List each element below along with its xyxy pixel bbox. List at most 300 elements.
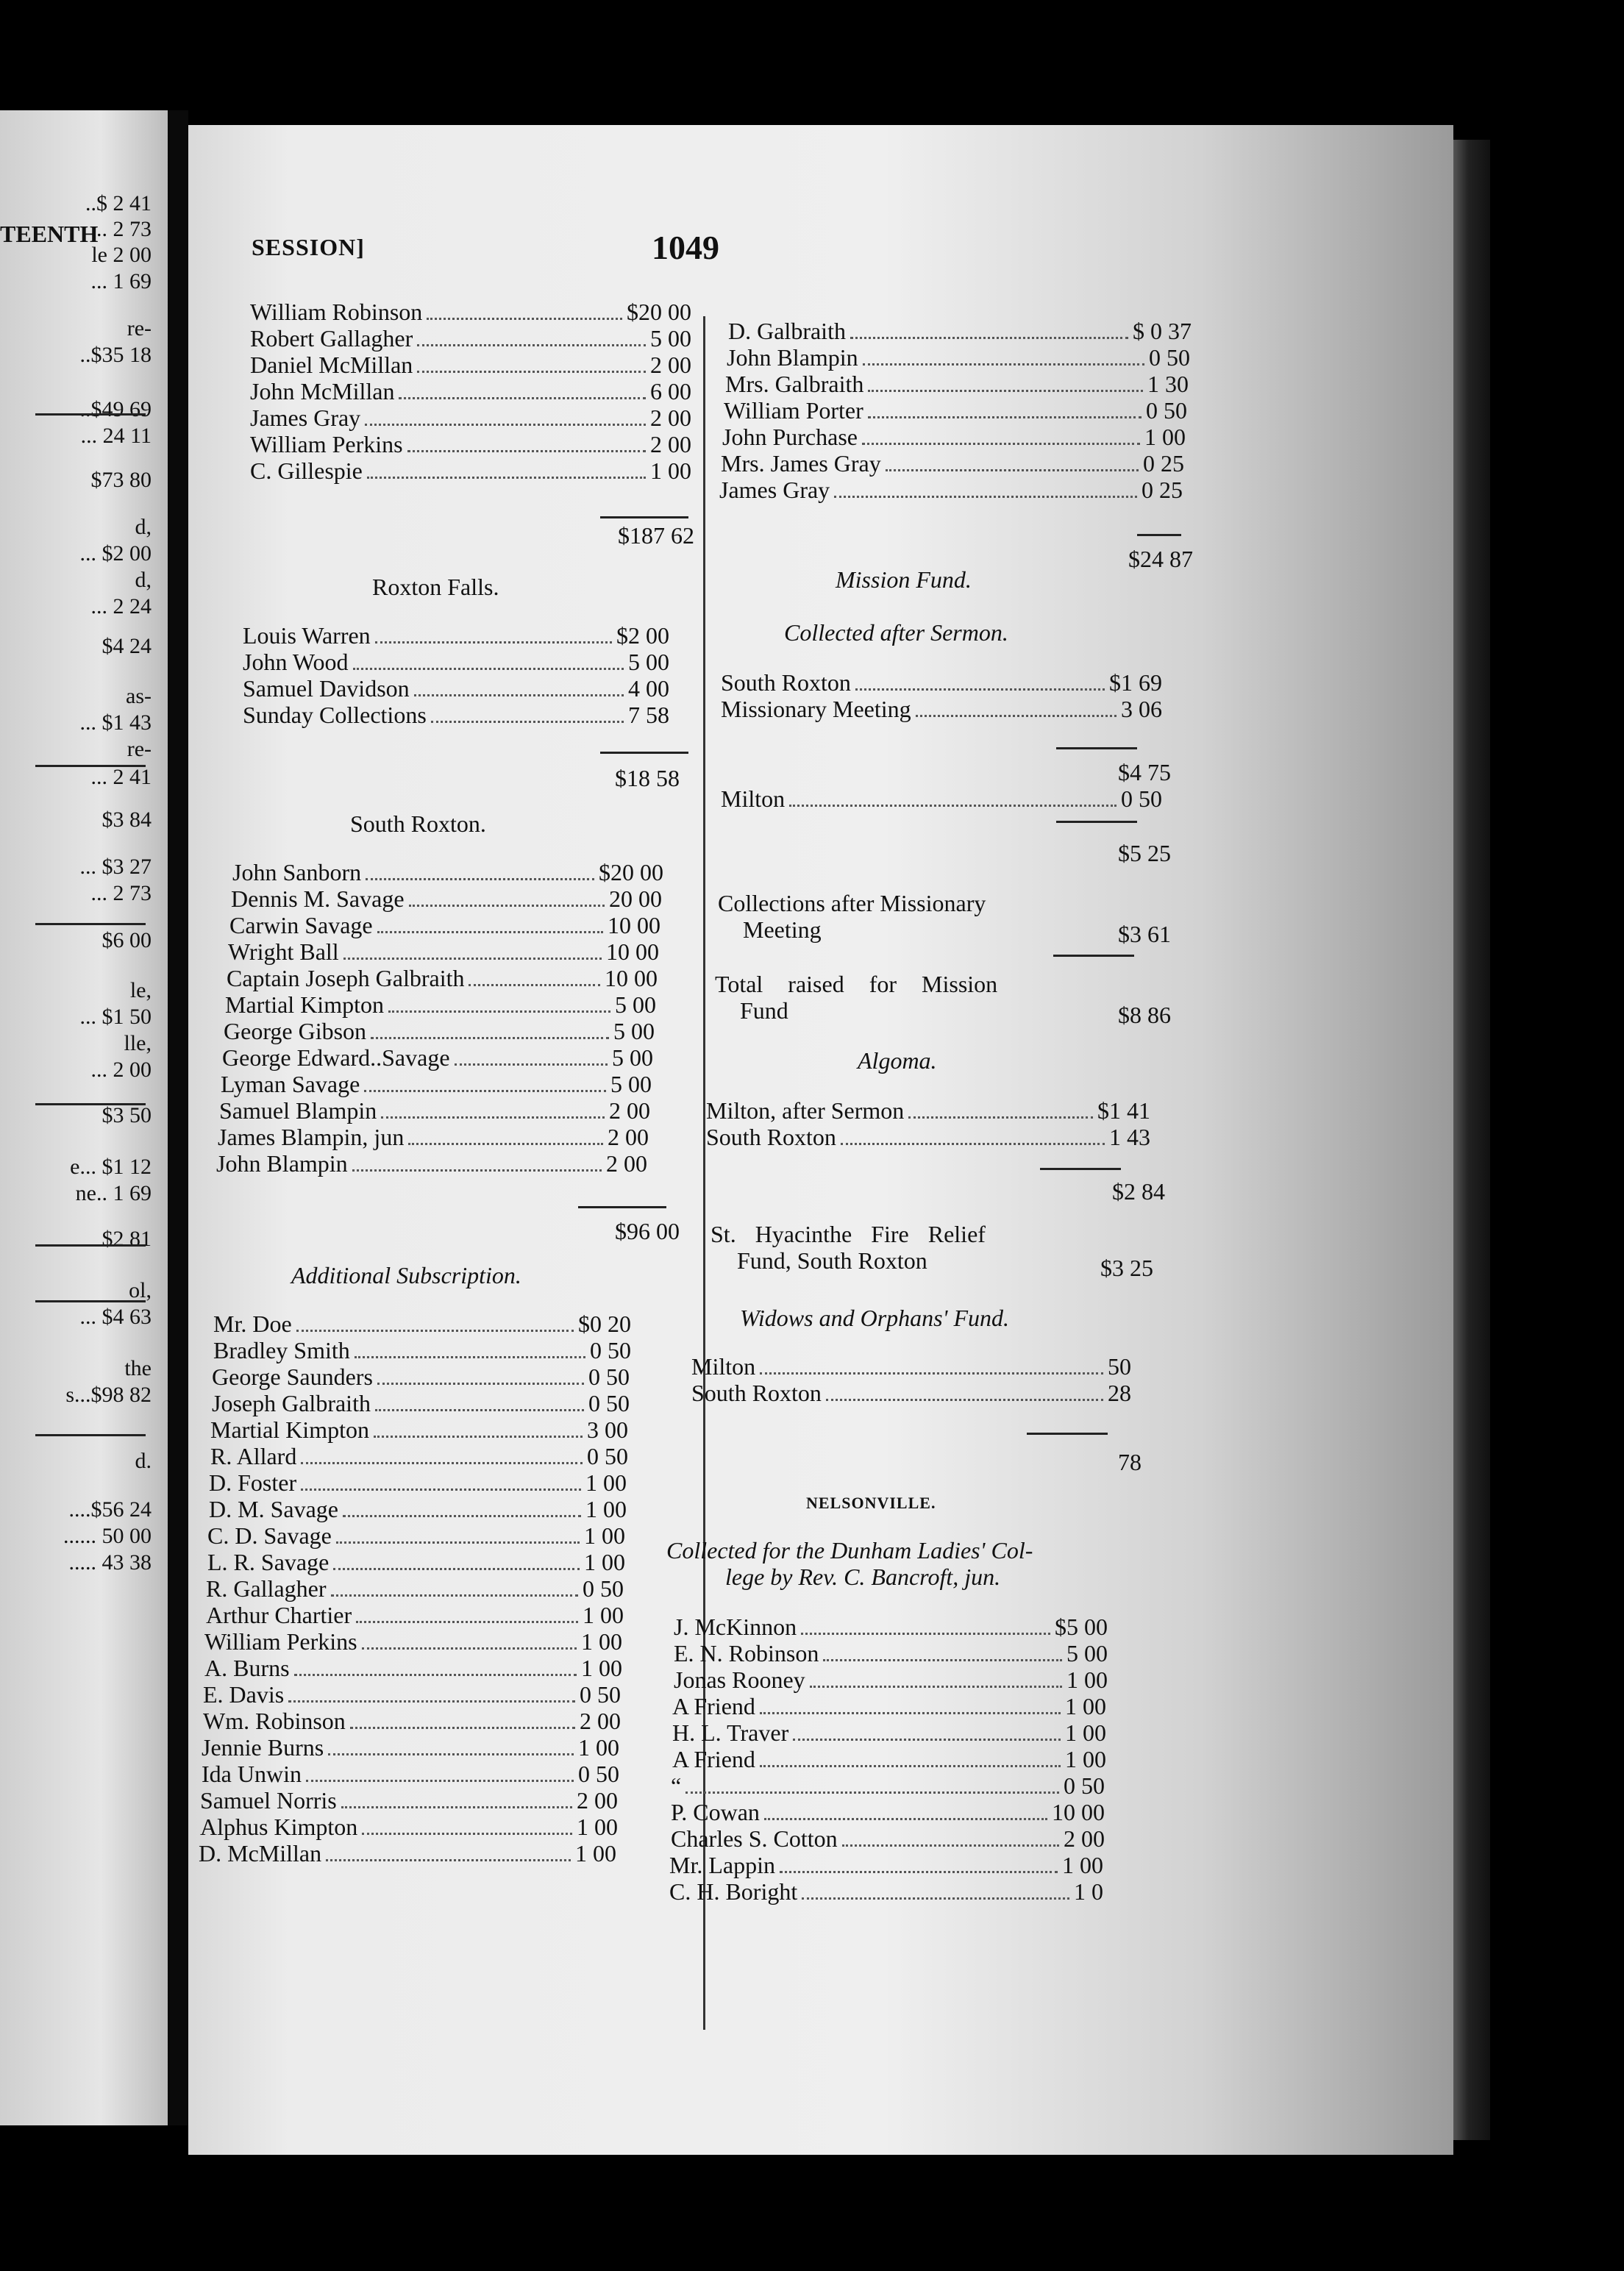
entry-name: J. McKinnon xyxy=(674,1614,797,1640)
main-page xyxy=(188,125,1453,2155)
contribution-line xyxy=(207,1549,625,1576)
entry-amount: 2 00 xyxy=(609,1097,650,1124)
contribution-line xyxy=(200,1787,618,1814)
entry-name: E. Davis xyxy=(203,1681,285,1708)
section-title-algoma: Algoma. xyxy=(858,1047,937,1074)
entry-name: A Friend xyxy=(672,1693,755,1719)
contribution-line xyxy=(206,1575,624,1602)
left-fragment: $6 00 xyxy=(102,928,152,952)
contribution-line xyxy=(250,299,691,326)
entry-name: L. R. Savage xyxy=(207,1549,330,1575)
contribution-line xyxy=(203,1681,621,1708)
entry-name: D. McMillan xyxy=(199,1840,322,1867)
dot-leader xyxy=(388,1010,610,1013)
entry-name: John Purchase xyxy=(722,424,858,450)
entry-name: William Robinson xyxy=(250,299,423,325)
entry-name: Mr. Lappin xyxy=(669,1852,775,1878)
contribution-line xyxy=(671,1799,1105,1826)
entry-amount: 5 00 xyxy=(612,1044,653,1071)
contribution-line xyxy=(250,352,691,379)
rule-line xyxy=(35,1103,146,1105)
entry-amount: 1 00 xyxy=(650,457,691,484)
contribution-line xyxy=(206,1602,624,1629)
contribution-line xyxy=(210,1416,628,1444)
contribution-line xyxy=(721,669,1162,696)
entry-name: D. Foster xyxy=(209,1469,297,1496)
contribution-line xyxy=(204,1628,622,1655)
contribution-line xyxy=(232,859,663,886)
column-total: $24 87 xyxy=(1128,546,1193,572)
dot-leader xyxy=(326,1859,571,1861)
entry-amount: 0 50 xyxy=(588,1363,630,1390)
left-fragment: d, xyxy=(135,515,152,539)
dot-leader xyxy=(362,1647,577,1650)
dot-leader xyxy=(343,958,602,960)
dot-leader xyxy=(288,1700,575,1703)
entry-name: Martial Kimpton xyxy=(210,1416,369,1443)
entry-amount: 0 50 xyxy=(588,1390,630,1416)
entry-amount: 5 00 xyxy=(628,649,669,675)
dot-leader xyxy=(764,1818,1047,1820)
dot-leader xyxy=(301,1489,581,1491)
section-title-south-roxton: South Roxton. xyxy=(350,810,486,837)
contribution-line xyxy=(671,1772,1105,1800)
contribution-line xyxy=(691,1380,1131,1407)
dot-leader xyxy=(427,318,622,320)
entry-name: John Blampin xyxy=(727,344,858,371)
entry-amount: 2 00 xyxy=(577,1787,618,1814)
entry-amount: 0 50 xyxy=(580,1681,621,1708)
entry-amount: 3 06 xyxy=(1121,696,1162,722)
entry-amount: $1 69 xyxy=(1109,669,1162,696)
dot-leader xyxy=(381,1116,605,1119)
entry-name: South Roxton xyxy=(691,1380,822,1406)
entry-amount: 10 00 xyxy=(606,938,659,965)
dot-leader xyxy=(842,1844,1059,1847)
dot-leader xyxy=(469,984,600,986)
left-fragment: re- xyxy=(127,316,152,341)
left-fragment: $2 81 xyxy=(102,1227,152,1251)
entry-name: Wright Ball xyxy=(228,938,339,965)
entry-amount: 0 25 xyxy=(1142,477,1183,503)
left-fragment: ... 2 41 xyxy=(90,765,152,789)
contribution-line xyxy=(221,1071,652,1098)
contribution-line xyxy=(672,1719,1106,1747)
dot-leader xyxy=(375,1409,584,1411)
entry-name: Samuel Davidson xyxy=(243,675,410,702)
dot-leader xyxy=(868,390,1143,392)
entry-name: Missionary Meeting xyxy=(721,696,911,722)
entry-name: George Saunders xyxy=(212,1363,373,1390)
contribution-line xyxy=(199,1840,616,1867)
contribution-line xyxy=(203,1708,621,1735)
entry-amount: 1 00 xyxy=(585,1469,627,1496)
entry-amount: 4 00 xyxy=(628,675,669,702)
left-fragment: ...... 50 00 xyxy=(63,1524,152,1548)
contribution-line xyxy=(202,1734,619,1761)
entry-name: Louis Warren xyxy=(243,622,371,649)
rule-line xyxy=(578,1206,666,1208)
dot-leader xyxy=(375,641,612,643)
dot-leader xyxy=(908,1116,1093,1119)
section-amount: $3 25 xyxy=(1100,1255,1153,1281)
dot-leader xyxy=(862,443,1140,445)
contribution-line xyxy=(250,378,691,405)
contribution-line xyxy=(706,1097,1150,1124)
dot-leader xyxy=(350,1727,575,1729)
dot-leader xyxy=(301,1462,583,1464)
rule-line xyxy=(35,1434,146,1436)
entry-name: Robert Gallagher xyxy=(250,325,413,352)
contribution-line xyxy=(243,675,669,702)
left-fragment: ol, xyxy=(129,1278,152,1302)
rule-line xyxy=(600,516,688,518)
entry-amount: $ 0 37 xyxy=(1133,318,1192,344)
contribution-line xyxy=(674,1614,1108,1641)
section-total: 78 xyxy=(1118,1449,1142,1475)
dot-leader xyxy=(789,805,1116,807)
entry-name: James Gray xyxy=(250,404,361,431)
nelsonville-subtitle: lege by Rev. C. Bancroft, jun. xyxy=(725,1564,1001,1590)
rule-line xyxy=(35,765,146,767)
contribution-line xyxy=(243,622,669,649)
entry-name: John Sanborn xyxy=(232,859,362,885)
entry-amount: 1 00 xyxy=(575,1840,616,1867)
entry-amount: 5 00 xyxy=(650,325,691,352)
dot-leader xyxy=(341,1806,572,1808)
dot-leader xyxy=(414,694,624,696)
entry-name: P. Cowan xyxy=(671,1799,760,1825)
entry-name: James Gray xyxy=(719,477,830,503)
entry-amount: 2 00 xyxy=(650,352,691,378)
dot-leader xyxy=(367,477,646,479)
entry-amount: 1 43 xyxy=(1109,1124,1150,1150)
contribution-line xyxy=(672,1693,1106,1720)
contribution-line xyxy=(250,431,691,458)
entry-amount: 7 58 xyxy=(628,702,669,728)
entry-amount: 5 00 xyxy=(610,1071,652,1097)
dot-leader xyxy=(409,905,605,907)
dot-leader xyxy=(371,1037,609,1039)
contribution-line xyxy=(250,404,691,432)
st-hyacinthe-line: Fund, South Roxton xyxy=(737,1247,927,1274)
entry-name: William Porter xyxy=(724,397,863,424)
entry-name: Ida Unwin xyxy=(202,1761,302,1787)
contribution-line xyxy=(671,1825,1105,1853)
dot-leader xyxy=(356,1621,578,1623)
dot-leader xyxy=(343,1515,581,1517)
entry-amount: 2 00 xyxy=(1064,1825,1105,1852)
dot-leader xyxy=(886,469,1139,471)
dot-leader xyxy=(801,1633,1050,1635)
entry-name: Milton xyxy=(721,785,786,812)
entry-name: Lyman Savage xyxy=(221,1071,360,1097)
entry-amount: 1 00 xyxy=(1062,1852,1103,1878)
entry-amount: 1 00 xyxy=(581,1628,622,1655)
entry-amount: 1 00 xyxy=(1065,1719,1106,1746)
left-fragment: the xyxy=(124,1356,152,1380)
dot-leader xyxy=(362,1833,572,1835)
entry-amount: 1 00 xyxy=(577,1814,618,1840)
entry-amount: $0 20 xyxy=(578,1311,631,1337)
dot-leader xyxy=(834,496,1137,498)
rule-line xyxy=(35,413,146,416)
entry-name: Alphus Kimpton xyxy=(200,1814,358,1840)
dot-leader xyxy=(823,1659,1062,1661)
entry-amount: 3 00 xyxy=(587,1416,628,1443)
total-raised-line: Fund xyxy=(740,997,788,1024)
dot-leader xyxy=(916,715,1116,717)
column-total: $187 62 xyxy=(618,522,694,549)
entry-name: John McMillan xyxy=(250,378,395,404)
entry-amount: 1 00 xyxy=(1144,424,1186,450)
left-fragment: le 2 00 xyxy=(91,243,152,267)
contribution-line xyxy=(243,649,669,676)
contribution-line xyxy=(202,1761,619,1788)
contribution-line xyxy=(669,1852,1103,1879)
section-total: $2 84 xyxy=(1112,1178,1165,1205)
dot-leader xyxy=(374,1436,583,1438)
dot-leader xyxy=(417,371,646,373)
contribution-line xyxy=(224,1018,655,1045)
contribution-line xyxy=(669,1878,1103,1905)
running-header-session: SESSION] xyxy=(252,234,365,260)
entry-name: Samuel Blampin xyxy=(219,1097,377,1124)
entry-amount: 0 50 xyxy=(590,1337,631,1363)
contribution-line xyxy=(721,450,1184,477)
dot-leader xyxy=(355,1356,585,1358)
rule-line xyxy=(35,1300,146,1302)
dot-leader xyxy=(294,1674,577,1676)
section-subtotal: $4 75 xyxy=(1118,759,1171,785)
section-title-additional-subscription: Additional Subscription. xyxy=(291,1262,521,1288)
left-fragment: le, xyxy=(129,978,152,1002)
entry-amount: 1 00 xyxy=(581,1655,622,1681)
left-fragment: ... $4 63 xyxy=(79,1305,152,1329)
entry-amount: 2 00 xyxy=(650,431,691,457)
left-fragment: ....$56 24 xyxy=(68,1497,152,1522)
entry-amount: $5 00 xyxy=(1055,1614,1108,1640)
rule-line xyxy=(1053,955,1134,957)
page-gutter xyxy=(168,110,188,2125)
dot-leader xyxy=(408,1143,603,1145)
left-fragment: as- xyxy=(126,684,152,708)
entry-amount: $1 41 xyxy=(1097,1097,1150,1124)
contribution-line xyxy=(222,1044,653,1072)
contribution-line xyxy=(674,1666,1108,1694)
left-fragment: .. 2 73 xyxy=(96,217,152,241)
contribution-line xyxy=(706,1124,1150,1151)
section-total: $5 25 xyxy=(1118,840,1171,866)
dot-leader xyxy=(826,1399,1103,1401)
section-total: $18 58 xyxy=(615,765,680,791)
dot-leader xyxy=(417,344,646,346)
rule-line xyxy=(1137,534,1181,536)
dot-leader xyxy=(352,1169,602,1172)
contribution-line xyxy=(207,1522,625,1550)
entry-name: George Gibson xyxy=(224,1018,367,1044)
entry-amount: 10 00 xyxy=(605,965,658,991)
entry-amount: 1 00 xyxy=(1065,1693,1106,1719)
entry-name: Jonas Rooney xyxy=(674,1666,805,1693)
entry-amount: 10 00 xyxy=(1052,1799,1105,1825)
entry-name: D. M. Savage xyxy=(209,1496,338,1522)
contribution-line xyxy=(250,457,691,485)
dot-leader xyxy=(802,1897,1069,1900)
entry-name: South Roxton xyxy=(721,669,851,696)
section-subtitle-collected-after-sermon: Collected after Sermon. xyxy=(784,619,1008,646)
nelsonville-subtitle: Collected for the Dunham Ladies' Col- xyxy=(666,1537,1033,1564)
entry-name: Carwin Savage xyxy=(229,912,373,938)
entry-name: E. N. Robinson xyxy=(674,1640,819,1666)
left-fragment: $4 24 xyxy=(102,634,152,658)
contribution-line xyxy=(721,785,1162,813)
entry-amount: $20 00 xyxy=(627,299,691,325)
entry-amount: 28 xyxy=(1108,1380,1131,1406)
entry-amount: 20 00 xyxy=(609,885,662,912)
left-fragment: ..... 43 38 xyxy=(68,1550,152,1575)
entry-name: Charles S. Cotton xyxy=(671,1825,838,1852)
section-title-roxton-falls: Roxton Falls. xyxy=(372,574,499,600)
section-title-nelsonville: NELSONVILLE. xyxy=(806,1494,936,1512)
section-total: $8 86 xyxy=(1118,1002,1171,1028)
left-fragment: $73 80 xyxy=(90,468,152,492)
dot-leader xyxy=(333,1568,580,1570)
left-fragment: ... 24 11 xyxy=(80,424,152,448)
contribution-line xyxy=(204,1655,622,1682)
left-fragment: ..$35 18 xyxy=(79,343,152,367)
entry-amount: 1 00 xyxy=(584,1549,625,1575)
dot-leader xyxy=(296,1330,574,1332)
dot-leader xyxy=(841,1143,1105,1145)
entry-name: Wm. Robinson xyxy=(203,1708,346,1734)
entry-amount: 0 50 xyxy=(583,1575,624,1602)
dot-leader xyxy=(365,424,646,426)
page-edge xyxy=(1453,140,1490,2140)
entry-name: Dennis M. Savage xyxy=(231,885,405,912)
entry-name: D. Galbraith xyxy=(728,318,846,344)
dot-leader xyxy=(868,416,1142,418)
entry-amount: 0 50 xyxy=(587,1443,628,1469)
contribution-line xyxy=(672,1746,1106,1773)
entry-name: George Edward..Savage xyxy=(222,1044,450,1071)
left-fragment: s...$98 82 xyxy=(65,1383,152,1407)
entry-amount: 0 25 xyxy=(1143,450,1184,477)
entry-amount: 2 00 xyxy=(606,1150,647,1177)
dot-leader xyxy=(331,1594,579,1597)
dot-leader xyxy=(850,337,1128,339)
contribution-line xyxy=(219,1097,650,1124)
entry-name: South Roxton xyxy=(706,1124,836,1150)
left-fragment: ne.. 1 69 xyxy=(75,1181,152,1205)
entry-amount: 2 00 xyxy=(650,404,691,431)
entry-name: William Perkins xyxy=(250,431,403,457)
left-fragment: ..$ 2 41 xyxy=(85,191,152,215)
entry-name: John Wood xyxy=(243,649,349,675)
entry-amount: 0 50 xyxy=(1064,1772,1105,1799)
contribution-line xyxy=(209,1469,627,1497)
left-page-header: TEENTH xyxy=(0,221,99,247)
rule-line xyxy=(1027,1433,1108,1435)
contribution-line xyxy=(200,1814,618,1841)
entry-name: “ xyxy=(671,1772,682,1799)
entry-name: R. Gallagher xyxy=(206,1575,327,1602)
entry-name: John Blampin xyxy=(216,1150,348,1177)
contribution-line xyxy=(722,424,1186,451)
entry-name: Daniel McMillan xyxy=(250,352,413,378)
dot-leader xyxy=(760,1372,1103,1375)
entry-name: C. D. Savage xyxy=(207,1522,332,1549)
entry-amount: 0 50 xyxy=(1149,344,1190,371)
contribution-line xyxy=(212,1390,630,1417)
contribution-line xyxy=(228,938,659,966)
rule-line xyxy=(1040,1168,1121,1170)
section-title-mission-fund: Mission Fund. xyxy=(836,566,972,593)
contribution-line xyxy=(213,1311,631,1338)
entry-amount: 0 50 xyxy=(578,1761,619,1787)
entry-amount: 2 00 xyxy=(608,1124,649,1150)
dot-leader xyxy=(760,1712,1061,1714)
total-raised-line: Total raised for Mission xyxy=(715,971,998,997)
contribution-line xyxy=(216,1150,647,1177)
entry-name: Milton xyxy=(691,1353,756,1380)
left-fragment: ... $1 50 xyxy=(79,1005,152,1029)
entry-amount: 0 50 xyxy=(1146,397,1187,424)
contribution-line xyxy=(721,696,1162,723)
left-fragment: ..$49 69 xyxy=(79,397,152,421)
contribution-line xyxy=(728,318,1192,345)
contribution-line xyxy=(225,991,656,1019)
contribution-line xyxy=(212,1363,630,1391)
entry-name: William Perkins xyxy=(204,1628,357,1655)
entry-amount: 1 00 xyxy=(578,1734,619,1761)
dot-leader xyxy=(780,1871,1058,1873)
left-fragment: ... $2 00 xyxy=(79,541,152,566)
entry-amount: 10 00 xyxy=(608,912,660,938)
left-fragment: e... $1 12 xyxy=(70,1155,152,1179)
left-fragment: d. xyxy=(135,1449,152,1473)
rule-line xyxy=(1056,821,1137,823)
rule-line xyxy=(35,923,146,925)
entry-name: Mrs. James Gray xyxy=(721,450,881,477)
entry-name: Milton, after Sermon xyxy=(706,1097,905,1124)
entry-amount: 5 00 xyxy=(1066,1640,1108,1666)
dot-leader xyxy=(455,1063,608,1066)
contribution-line xyxy=(674,1640,1108,1667)
dot-leader xyxy=(377,931,603,933)
section-title-widows-orphans: Widows and Orphans' Fund. xyxy=(740,1305,1009,1331)
entry-amount: $20 00 xyxy=(599,859,663,885)
dot-leader xyxy=(863,363,1144,366)
left-fragment: ... $3 27 xyxy=(79,855,152,879)
dot-leader xyxy=(364,1090,606,1092)
entry-name: Captain Joseph Galbraith xyxy=(227,965,465,991)
contribution-line xyxy=(227,965,658,992)
contribution-line xyxy=(210,1443,628,1470)
entry-name: C. Gillespie xyxy=(250,457,363,484)
entry-amount: 2 00 xyxy=(580,1708,621,1734)
contribution-line xyxy=(725,371,1189,398)
left-fragment: lle, xyxy=(124,1031,152,1055)
entry-name: Bradley Smith xyxy=(213,1337,350,1363)
entry-name: James Blampin, jun xyxy=(218,1124,405,1150)
entry-amount: 1 00 xyxy=(585,1496,627,1522)
contribution-line xyxy=(243,702,669,729)
entry-amount: 6 00 xyxy=(650,378,691,404)
dot-leader xyxy=(306,1780,574,1782)
dot-leader xyxy=(399,397,646,399)
contribution-line xyxy=(213,1337,631,1364)
